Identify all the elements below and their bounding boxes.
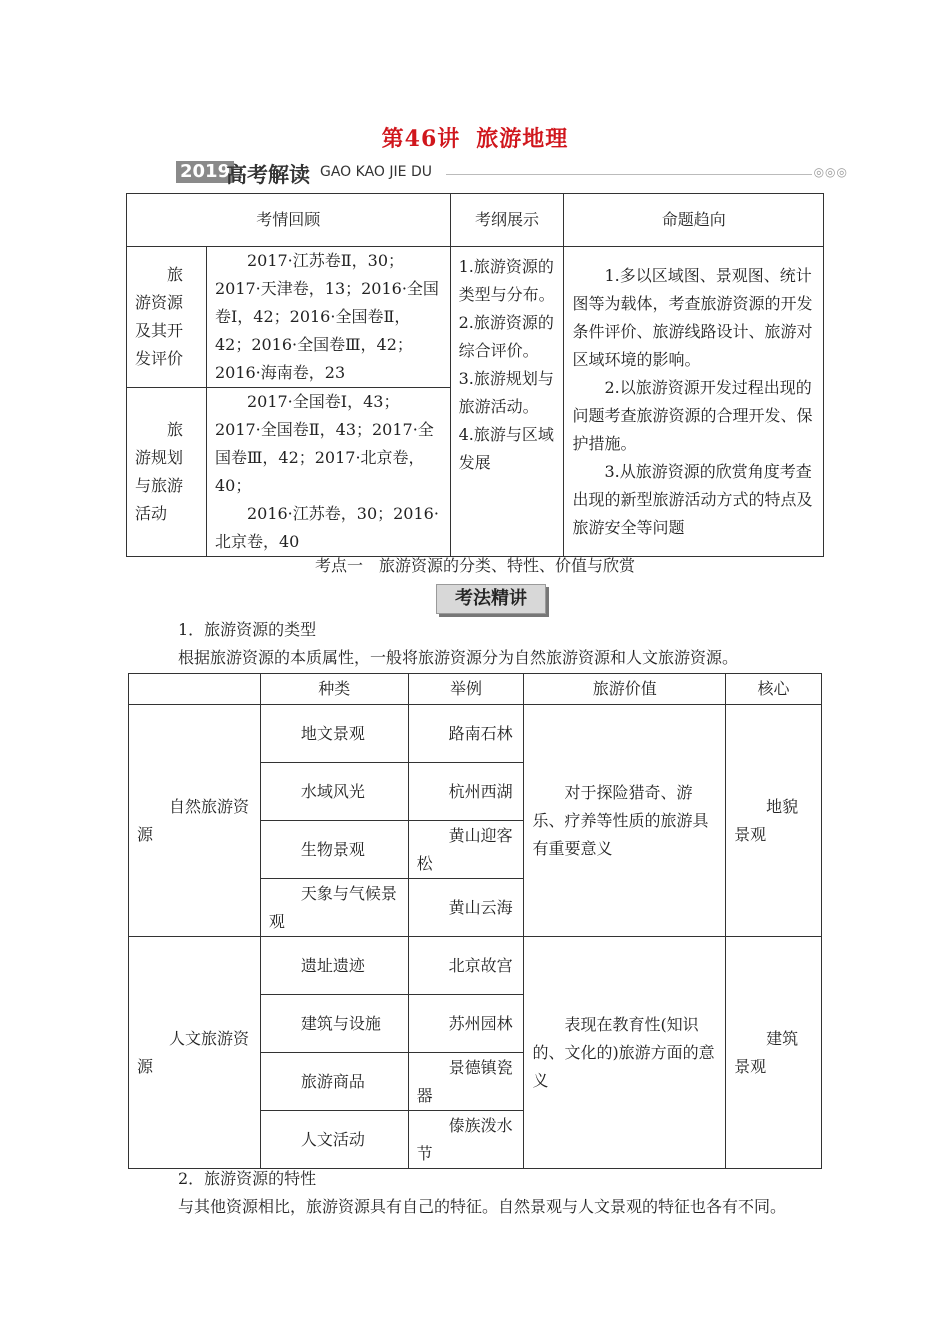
para2-heading: 2．旅游资源的特性	[178, 1169, 317, 1188]
banner-heading: 高考解读	[226, 163, 310, 187]
example-cell: 北京故宫	[408, 937, 524, 995]
para1-text: 根据旅游资源的本质属性，一般将旅游资源分为自然旅游资源和人文旅游资源。	[178, 648, 739, 667]
group-name: 自然旅游资源	[129, 705, 261, 937]
example-cell: 黄山云海	[408, 879, 524, 937]
lecture-topic: 旅游地理	[476, 126, 569, 152]
core-cell: 地貌景观	[726, 705, 822, 937]
kind-cell: 地文景观	[260, 705, 408, 763]
exam-overview-table	[126, 193, 824, 557]
method-badge: 考法精讲	[436, 584, 546, 614]
example-cell: 路南石林	[408, 705, 524, 763]
resource-types-table	[128, 673, 822, 1169]
exam-list-cell	[206, 388, 450, 557]
value-cell: 对于探险猎奇、游乐、疗养等性质的旅游具有重要意义	[524, 705, 726, 937]
banner-year: 2019	[176, 161, 234, 183]
trend-cell	[564, 247, 824, 557]
kind-cell: 建筑与设施	[260, 995, 408, 1053]
gaokao-banner	[176, 161, 848, 185]
header-example: 举例	[408, 674, 524, 705]
banner-pinyin: GAO KAO JIE DU	[320, 164, 432, 180]
trend-item: 2.以旅游资源开发过程出现的问题考查旅游资源的合理开发、保护措施。	[572, 377, 813, 453]
kind-cell: 遗址遗迹	[260, 937, 408, 995]
header-review: 考情回顾	[127, 194, 451, 247]
outline-item: 3.旅游规划与旅游活动。	[458, 369, 554, 416]
page-title	[0, 122, 950, 153]
dots-icon: ◎◎◎	[813, 165, 848, 179]
example-cell: 杭州西湖	[408, 763, 524, 821]
kind-cell: 水域风光	[260, 763, 408, 821]
trend-item: 3.从旅游资源的欣赏角度考查出现的新型旅游活动方式的特点及旅游安全等问题	[572, 461, 813, 537]
header-core: 核心	[726, 674, 822, 705]
group-name: 人文旅游资源	[129, 937, 261, 1169]
core-cell: 建筑景观	[726, 937, 822, 1169]
header-value: 旅游价值	[524, 674, 726, 705]
outline-item: 2.旅游资源的综合评价。	[458, 313, 554, 360]
para2-text: 与其他资源相比，旅游资源具有自己的特征。自然景观与人文景观的特征也各有不同。	[178, 1197, 787, 1216]
trend-item: 1.多以区域图、景观图、统计图等为载体，考查旅游资源的开发条件评价、旅游线路设计、旅游对区域环境的影响。	[572, 265, 813, 369]
exam-list-cell: 2017·江苏卷Ⅱ，30；2017·天津卷，13；2016·全国卷Ⅰ，42；2016·全国卷Ⅱ，42；2016·全国卷Ⅲ，42；2016·海南卷，23	[206, 247, 450, 388]
header-trend: 命题趋向	[564, 194, 824, 247]
kind-cell: 天象与气候景观	[260, 879, 408, 937]
outline-item: 1.旅游资源的类型与分布。	[458, 257, 555, 304]
outline-cell	[450, 247, 564, 557]
example-cell: 景德镇瓷器	[408, 1053, 524, 1111]
para1-heading: 1．旅游资源的类型	[178, 620, 317, 639]
section-title: 考点一 旅游资源的分类、特性、价值与欣赏	[314, 556, 635, 575]
topic-cell: 旅游资源及其开发评价	[127, 247, 207, 388]
kind-cell: 人文活动	[260, 1111, 408, 1169]
example-cell: 黄山迎客松	[408, 821, 524, 879]
exam-line: 2016·江苏卷，30；2016·北京卷，40	[214, 504, 439, 551]
lecture-number: 第46讲	[381, 126, 461, 152]
header-outline: 考纲展示	[450, 194, 564, 247]
topic-cell: 旅游规划与旅游活动	[127, 388, 207, 557]
exam-line: 2017·全国卷Ⅰ，43；2017·全国卷Ⅱ，43；2017·全国卷Ⅲ，42；2017·北京卷，40；	[214, 392, 434, 495]
header-blank	[129, 674, 261, 705]
banner-divider	[446, 174, 812, 175]
kind-cell: 生物景观	[260, 821, 408, 879]
header-kind: 种类	[260, 674, 408, 705]
example-cell: 苏州园林	[408, 995, 524, 1053]
kind-cell: 旅游商品	[260, 1053, 408, 1111]
value-cell: 表现在教育性(知识的、文化的)旅游方面的意义	[524, 937, 726, 1169]
example-cell: 傣族泼水节	[408, 1111, 524, 1169]
outline-item: 4.旅游与区域发展	[458, 425, 554, 472]
